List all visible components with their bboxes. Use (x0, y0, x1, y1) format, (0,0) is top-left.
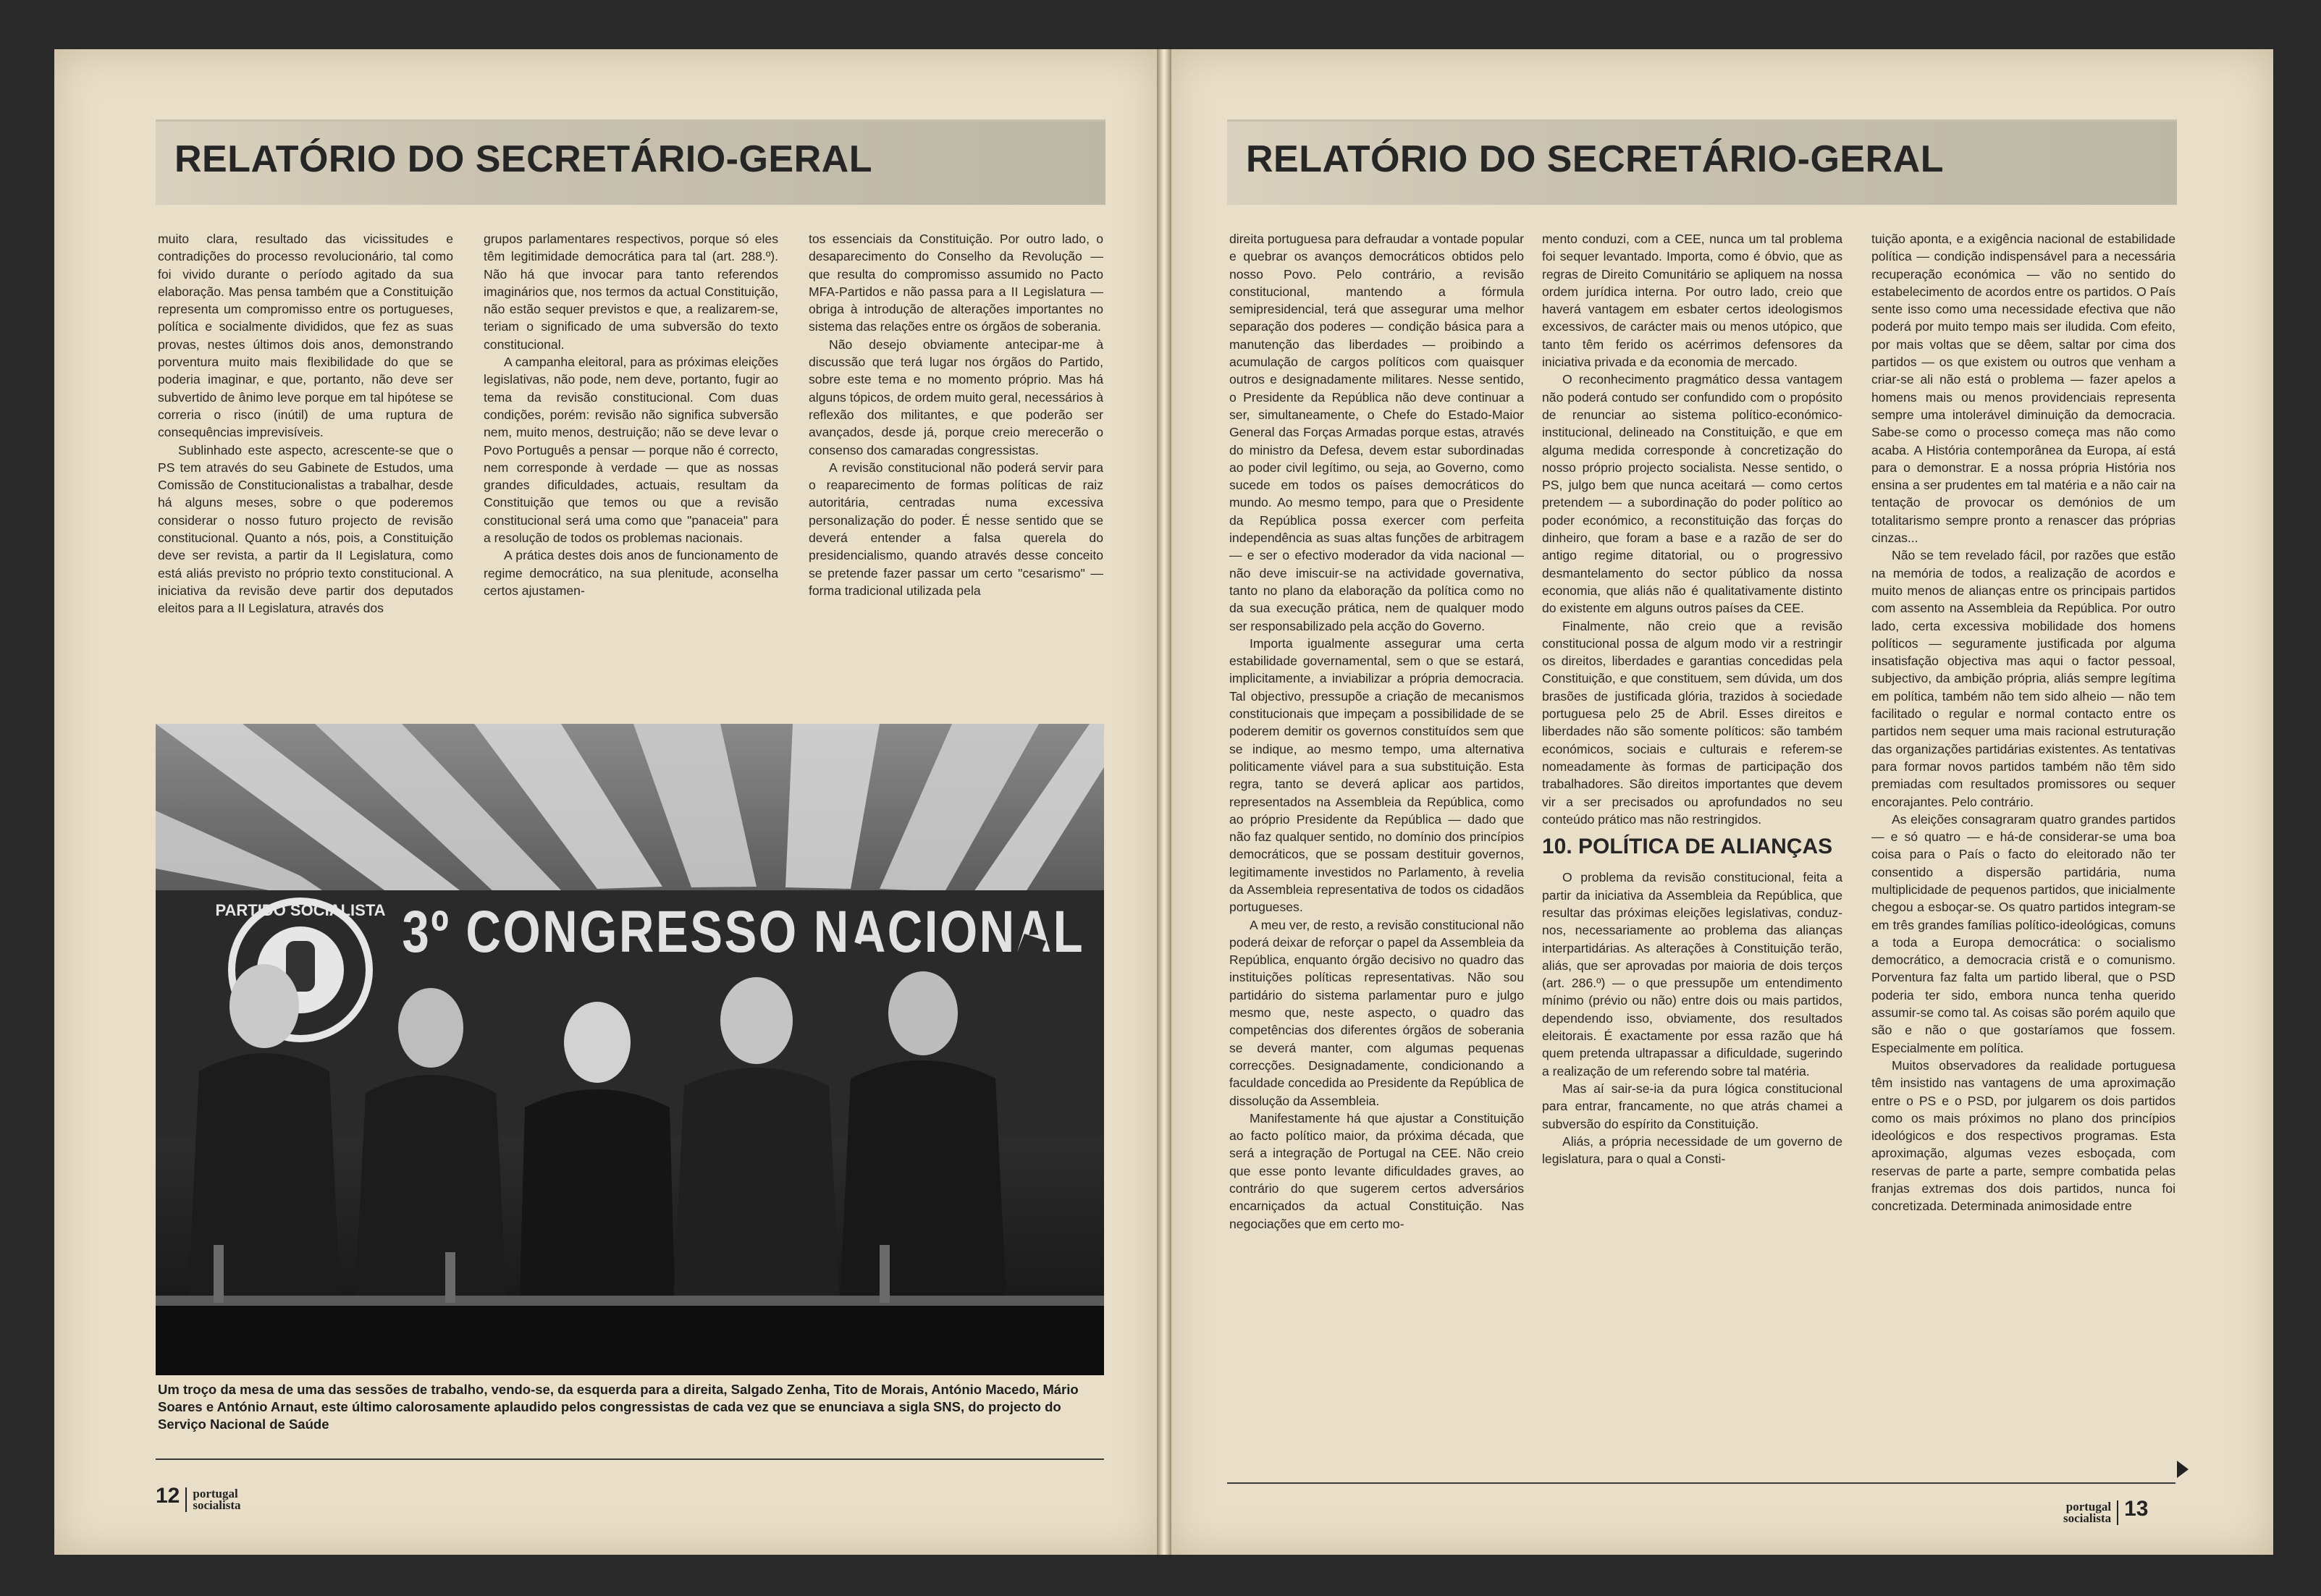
footer-left (156, 1484, 240, 1520)
footer-rule-left (156, 1458, 1104, 1460)
left-column-3 (809, 230, 1103, 599)
photo-caption: Um troço da mesa de uma das sessões de trabalho, vendo-se, da esquerda para a direita, Salgado Zenha, Tito de Morais, António Macedo, Mário Soares e António Arnaut, este último calorosamente aplaudido pelos congressistas de cada vez que se enunciava a sigla SNS, do projecto do Serviço Nacional de Saúde (158, 1382, 1079, 1432)
paragraph: grupos parlamentares respectivos, porque só eles têm legitimidade democrática para tal (art. 288.º). Não há que invocar para tanto referendos imaginários que, nos termos da actual Constituição, não estão sequer previstos e que, a realizarem-se, teriam o significado de uma subversão do texto constitucional. (484, 232, 778, 352)
footer-divider (185, 1487, 187, 1512)
paragraph: direita portuguesa para defraudar a vontade popular e quebrar os avanços democráticos obtidos pelo nosso Povo. Pelo contrário, a revisão constitucional, mantendo a fórmula semipresidencial, terá que assegurar uma melhor separação dos poderes — condição básica para a manutenção das liberdades — proibindo a acumulação de cargos políticos com quaisquer outros e designadamente militares. Nesse sentido, o Presidente da República não deve continuar a ser, simultaneamente, o Chefe do Estado-Maior General das Forças Armadas porque estas, através do ministro da Defesa, devem estar subordinadas ao poder civil legítimo, ou seja, ao Governo, como sucede em todos os países democráticos do mundo. Ao mesmo tempo, para que o Presidente da República possa exercer com perfeita independência as suas altas funções de arbitragem — e ser o efectivo moderador da vida nacional — não deve imiscuir-se na actividade governativa, tanto no plano da elaboração da política como no da sua execução prática, nem de qualquer modo ser responsabilizado pela acção do Governo. (1229, 232, 1524, 633)
paragraph: Importa igualmente assegurar uma certa estabilidade governamental, sem o que se estará, implicitamente, a inviabilizar a própria democracia. Tal objectivo, pressupõe a criação de mecanismos constitucionais que impeçam a possibilidade de se poderem demitir os governos constituídos sem que se indique, ao mesmo tempo, uma alternativa politicamente viável para a sua substituição. Esta regra, tanto se deverá aplicar aos partidos, representados na Assembleia da República, como ao próprio Presidente da República — dado que não faz qualquer sentido, no domínio dos princípios democráticos, que se possam destituir governos, legitimamente investidos no Parlamento, à revelia da Assembleia representativa de todos os cidadãos portugueses. (1229, 636, 1524, 915)
photo-illustration (156, 724, 1104, 1375)
paragraph: Não se tem revelado fácil, por razões que estão na memória de todos, a realização de acordos e muito menos de alianças entre os principais partidos com assento na Assembleia da República. Por outro lado, certa excessiva mobilidade dos homens políticos — seguramente justificada por alguma insatisfação objectiva mas aqui o factor pessoal, subjectivo, da ambição própria, aliás sempre legítima em política, também não tem sido alheio — não tem facilitado o regular e normal contacto entre os partidos nem sequer uma mais racional estruturação das organizações partidárias existentes. As tentativas para formar novos partidos também não têm sido premiadas com resultados promissores ou sequer encorajantes. Pelo contrário. (1871, 548, 2175, 809)
paragraph: O reconhecimento pragmático dessa vantagem não poderá contudo ser confundido com o propósito de renunciar ao sistema político-económico-institucional, delineado na Constituição, e que em alguma medida corresponde à concretização do nosso próprio projecto socialista. Nesse sentido, o PS, julgo bem que nunca aceitará — como certos pretendem — a subordinação do poder político ao poder económico, a reconstituição das forças do dinheiro, que foram a base e a razão de ser do antigo regime ditatorial, ou o progressivo desmantelamento do sector público da nossa economia, que aliás não é qualitativamente distinto do existente em alguns outros países da CEE. (1542, 372, 1842, 616)
right-column-1 (1229, 230, 1524, 1233)
section-heading: 10. POLÍTICA DE ALIANÇAS (1542, 835, 1833, 859)
page-gutter (1157, 49, 1171, 1555)
paragraph: Mas aí sair-se-ia da pura lógica constitucional para entrar, francamente, no que atrás chamei a subversão do espírito da Constituição. (1542, 1081, 1842, 1131)
logo-line-1: portugal (2065, 1500, 2112, 1514)
paragraph: Finalmente, não creio que a revisão constitucional possa de algum modo vir a restringir os direitos, liberdades e garantias concedidas pela Constituição, e que constituem, sem dúvida, um dos brasões de justificada glória, trazidos à sociedade portuguesa pelo 25 de Abril. Esses direitos e liberdades não são somente políticos: são também económicos, sociais e culturais e referem-se nomeadamente às formas de participação dos trabalhadores. São direitos importantes que devem vir a ser precisados ou aprofundados no seu conteúdo prático mas não restringidos. (1542, 618, 1842, 827)
continue-arrow-icon (2177, 1461, 2189, 1478)
paragraph: Aliás, a própria necessidade de um governo de legislatura, para o qual a Consti- (1542, 1133, 1842, 1167)
publication-logo (2063, 1501, 2111, 1524)
paragraph: A meu ver, de resto, a revisão constitucional não poderá deixar de reforçar o papel da Assembleia da República, enquanto órgão decisivo no quadro das instituições políticas representativas. Não sou partidário do sistema parlamentar puro e julgo mesmo que, neste aspecto, o quadro das competências dos diferentes órgãos de soberania se deverá manter, com algumas pequenas correcções. Designadamente, condicionando a faculdade concedida ao Presidente da República de dissolução da Assembleia. (1229, 917, 1524, 1108)
emblem-text: PARTIDO SOCIALISTA (215, 901, 386, 919)
logo-line-2: socialista (193, 1498, 241, 1513)
left-column-2 (484, 230, 778, 599)
paragraph: Manifestamente há que ajustar a Constituição ao facto político maior, da próxima década, que será a integração de Portugal na CEE. Não creio que esse ponto levante dificuldades graves, ao contrário do que sugerem certos adversários encarniçados da actual Constituição. Nas negociações que em certo mo- (1229, 1110, 1524, 1231)
paragraph: A campanha eleitoral, para as próximas eleições legislativas, não pode, nem deve, portanto, fugir ao tema da revisão constitucional. Com duas condições, porém: revisão não significa subversão nem, muito menos, destruição; não se deve levar o Povo Português a pensar — porque não é correcto, nem corresponde à verdade — que as nossas grandes dificuldades, actuais, resultam da Constituição que temos ou que a revisão constitucional será uma como que "panaceia" para a resolução de todos os problemas nacionais. (484, 355, 778, 546)
paragraph: A revisão constitucional não poderá servir para o reaparecimento de formas políticas de raiz autoritária, centradas numa excessiva personalização do poder. É nesse sentido que se deverá entender a falsa querela do presidencialismo, quando através desse conceito se pretende fazer passar um certo "cesarismo" — forma tradicional utilizada pela (809, 460, 1103, 598)
paragraph: A prática destes dois anos de funcionamento de regime democrático, na sua plenitude, aconselha certos ajustamen- (484, 548, 778, 598)
logo-line-1: portugal (193, 1487, 238, 1501)
congress-photo (156, 724, 1104, 1375)
paragraph: O problema da revisão constitucional, feita a partir da iniciativa da Assembleia da República, que resultar das próximas eleições legislativas, conduz-nos, necessariamente ao problema das alianças interpartidárias. As alterações à Constituição terão, aliás, que ser aprovadas por maioria de dois terços (art. 286.º) — o que pressupõe um entendimento mínimo (prévio ou não) entre dois ou mais partidos, dependendo isso, obviamente, dos resultados eleitorais. É exactamente por essa razão que há quem pretenda ultrapassar a dificuldade, sugerindo a realização de um referendo sobre tal matéria. (1542, 870, 1842, 1078)
paragraph: As eleições consagraram quatro grandes partidos — e só quatro — e há-de considerar-se uma boa coisa para o País o facto do eleitorado não ter consentido a dispersão partidária, numa multiplicidade de pequenos partidos, que inicialmente chegou a esboçar-se. Os quatro partidos integram-se em três grandes famílias político-ideológicas, comuns a toda a Europa democrática: o socialismo democrático, a democracia cristã e o comunismo. Porventura faz falta um partido liberal, que o PSD poderia ter sido, embora nunca tenha querido assumir-se como tal. As coisas são porém aquilo que são e não o que gostaríamos que fossem. Especialmente em política. (1871, 811, 2175, 1055)
page-number: 13 (2124, 1497, 2149, 1521)
paragraph: Não desejo obviamente antecipar-me à discussão que terá lugar nos órgãos do Partido, sobre este tema e no momento próprio. Mas há alguns tópicos, de ordem muito geral, necessários à reflexão dos militantes, e que poderão ser avançados, desde já, porque creio merecerão o consenso dos camaradas congressistas. (809, 337, 1103, 457)
footer-divider (2117, 1500, 2118, 1525)
right-column-3 (1871, 230, 2175, 1215)
left-column-1 (158, 230, 453, 617)
right-column-2 (1542, 230, 1842, 1168)
section-banner-right (1227, 119, 2177, 205)
section-title: RELATÓRIO DO SECRETÁRIO-GERAL (1246, 138, 1944, 180)
section-banner-left (156, 119, 1105, 205)
banner-text: 3º CONGRESSO NACIONAL (402, 898, 1085, 965)
paragraph: muito clara, resultado das vicissitudes e contradições do processo revolucionário, tal como foi vivido durante o período agitado da sua elaboração. Mas pensa também que a Constituição representa um compromisso entre os portugueses, política e socialmente divididos, que fez as suas provas, nestes últimos dois anos, demonstrando porventura muito mais flexibilidade do que se poderia imaginar, e que, portanto, não deve ser subvertido de ânimo leve porque em tal hipótese se correria o risco (inútil) de uma ruptura de consequências imprevisíveis. (158, 232, 453, 440)
footer-right (2063, 1497, 2148, 1533)
paragraph: mento conduzi, com a CEE, nunca um tal problema foi sequer levantado. Importa, como é óbvio, que as regras de Direito Comunitário se apliquem na nossa ordem jurídica interna. Por outro lado, creio que haverá vantagem em esbater certos ideologismos excessivos, de carácter mais ou menos utópico, que tanto têm ferido os acérrimos defensores da iniciativa privada e da economia de mercado. (1542, 232, 1842, 370)
paragraph: Sublinhado este aspecto, acrescente-se que o PS tem através do seu Gabinete de Estudos, uma Comissão de Constitucionalistas a trabalhar, desde há alguns meses, sobre o que poderemos considerar o nosso futuro projecto de revisão constitucional. Quanto a nós, pois, a Constituição deve ser revista, a partir da II Legislatura, como está aliás previsto no próprio texto constitucional. A iniciativa da revisão deve partir dos deputados eleitos para a II Legislatura, através dos (158, 442, 453, 616)
paragraph: Muitos observadores da realidade portuguesa têm insistido nas vantagens de uma aproximação entre o PS e o PSD, por julgarem os dois partidos como os mais próximos no plano dos princípios ideológicos e dos respectivos programas. Esta aproximação, algumas vezes esboçada, com reservas de parte a parte, sempre combatida pelas franjas extremas dos dois partidos, nunca foi concretizada. Determinada animosidade entre (1871, 1057, 2175, 1214)
paragraph: tuição aponta, e a exigência nacional de estabilidade política — condição indispensável para a necessária recuperação económica — vão no sentido do estabelecimento de acordos entre os partidos. O País sente isso como uma necessidade efectiva que não poderá por muito tempo mais ser iludida. Com efeito, por mais voltas que se dêem, saltar por cima dos partidos — os que existem ou outros que venham a criar-se ali não está o problema — fazer apelos a homens mais ou menos providenciais representa sempre uma intolerável diminuição da democracia. Sabe-se como o processo começa mas não como acaba. A História contemporânea da Europa, aí está para o demonstrar. E a nossa própria História nos ensina a ser prudentes em tal matéria e a não cair na tentação de provocar os demónios de um totalitarismo sempre pronto a renascer das próprias cinzas... (1871, 232, 2175, 546)
page-number: 12 (156, 1484, 180, 1508)
paragraph: tos essenciais da Constituição. Por outro lado, o desaparecimento do Conselho da Revolução — que resulta do compromisso assumido no Pacto MFA-Partidos e não passa para a II Legislatura — obriga à introdução de alterações importantes no sistema das relações entre os órgãos de soberania. (809, 232, 1103, 334)
footer-rule-right (1227, 1482, 2175, 1484)
logo-line-2: socialista (2063, 1511, 2112, 1526)
publication-logo (193, 1488, 240, 1511)
section-title: RELATÓRIO DO SECRETÁRIO-GERAL (174, 138, 872, 180)
